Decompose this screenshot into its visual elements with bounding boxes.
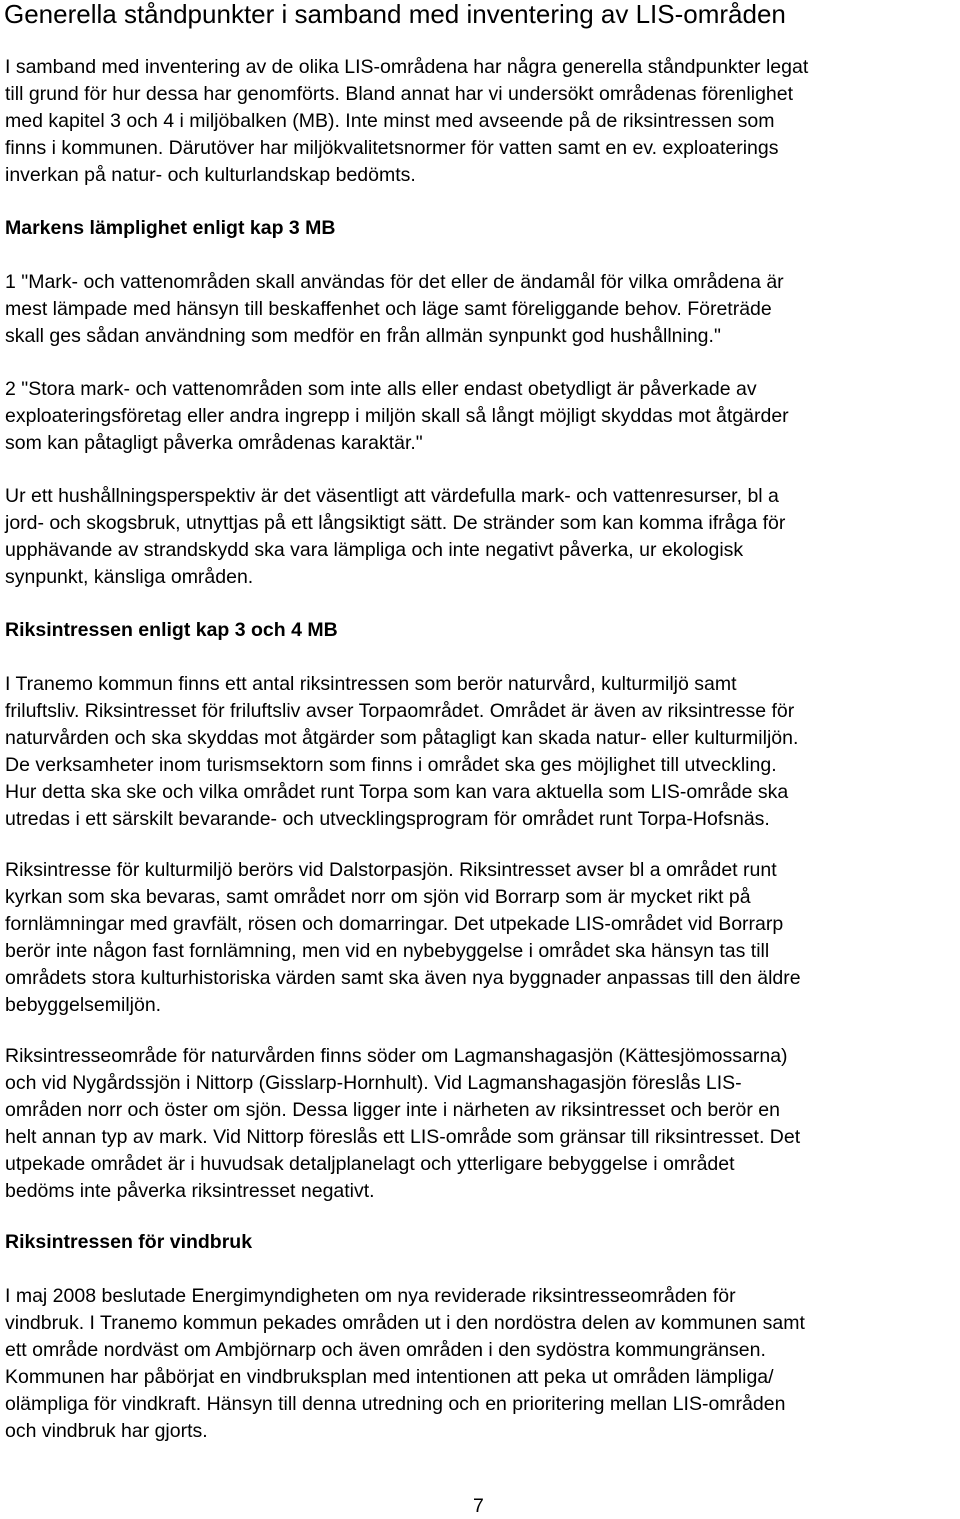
section-heading-markens-lamplighet: Markens lämplighet enligt kap 3 MB bbox=[5, 217, 336, 239]
paragraph-hushallning bbox=[5, 483, 955, 591]
text-line: skall ges sådan användning som medför en från allmän synpunkt god hushållning." bbox=[5, 325, 721, 347]
text-line: ett område nordväst om Ambjörnarp och även områden i den sydöstra kommungränsen. bbox=[5, 1339, 766, 1361]
law-number: 1 bbox=[5, 271, 16, 293]
text-line: utredas i ett särskilt bevarande- och utvecklingsprogram för området runt Torpa-Hofsnäs. bbox=[5, 808, 770, 830]
section-heading-vindbruk: Riksintressen för vindbruk bbox=[5, 1231, 253, 1253]
law-quote-2 bbox=[5, 376, 955, 457]
paragraph-riksintressen-1 bbox=[5, 671, 955, 833]
text-line: till grund för hur dessa har genomförts. Bland annat har vi undersökt områdenas förenlighet bbox=[5, 83, 794, 105]
text-line: som kan påtagligt påverka områdenas karaktär." bbox=[5, 432, 423, 454]
text-line: I maj 2008 beslutade Energimyndigheten om nya reviderade riksintresseområden för bbox=[5, 1285, 736, 1307]
text-line: olämpliga för vindkraft. Hänsyn till denna utredning och en prioritering mellan LIS-områden bbox=[5, 1393, 786, 1415]
law-text: "Mark- och vattenområden skall användas för det eller de ändamål för vilka områdena är bbox=[21, 271, 784, 293]
text-line: Riksintresseområde för naturvården finns söder om Lagmanshagasjön (Kättesjömossarna) bbox=[5, 1045, 788, 1067]
intro-paragraph bbox=[5, 54, 955, 189]
page-title: Generella ståndpunkter i samband med inventering av LIS-områden bbox=[4, 0, 786, 29]
law-number: 2 bbox=[5, 378, 16, 400]
text-line: I Tranemo kommun finns ett antal riksintressen som berör naturvård, kulturmiljö samt bbox=[5, 673, 737, 695]
text-line: kyrkan som ska bevaras, samt området norr om sjön vid Borrarp som är mycket rikt på bbox=[5, 886, 751, 908]
text-line: De verksamheter inom turismsektorn som finns i området ska ges möjlighet till utveckling. bbox=[5, 754, 777, 776]
text-line: inverkan på natur- och kulturlandskap bedömts. bbox=[5, 164, 416, 186]
text-line: Riksintresse för kulturmiljö berörs vid Dalstorpasjön. Riksintresset avser bl a området runt bbox=[5, 859, 777, 881]
text-line bbox=[5, 376, 955, 403]
text-line: I samband med inventering av de olika LIS-områdena har några generella ståndpunkter legat bbox=[5, 56, 809, 78]
text-line: jord- och skogsbruk, utnyttjas på ett långsiktigt sätt. De stränder som kan komma ifråga för bbox=[5, 512, 786, 534]
text-line: berör inte någon fast fornlämning, men vid en nybebyggelse i området ska hänsyn tas till bbox=[5, 940, 770, 962]
law-quote-1 bbox=[5, 269, 955, 350]
text-line: finns i kommunen. Därutöver har miljökvalitetsnormer för vatten samt en ev. exploaterings bbox=[5, 137, 779, 159]
text-line: exploateringsföretag eller andra ingrepp i miljön skall så långt möjligt skyddas mot åtgärder bbox=[5, 405, 789, 427]
text-line: synpunkt, känsliga områden. bbox=[5, 566, 254, 588]
text-line: och vid Nygårdssjön i Nittorp (Gisslarp-Hornhult). Vid Lagmanshagasjön föreslås LIS- bbox=[5, 1072, 742, 1094]
text-line: vindbruk. I Tranemo kommun pekades områden ut i den nordöstra delen av kommunen samt bbox=[5, 1312, 805, 1334]
text-line: och vindbruk har gjorts. bbox=[5, 1420, 208, 1442]
text-line: bebyggelsemiljön. bbox=[5, 994, 162, 1016]
text-line: med kapitel 3 och 4 i miljöbalken (MB). Inte minst med avseende på de riksintressen som bbox=[5, 110, 775, 132]
paragraph-riksintressen-3 bbox=[5, 1043, 955, 1205]
text-line: utpekade området är i huvudsak detaljplanelagt och ytterligare bebyggelse i området bbox=[5, 1153, 735, 1175]
text-line: områdets stora kulturhistoriska värden samt ska även nya byggnader anpassas till den äldre bbox=[5, 967, 801, 989]
text-line: områden norr och öster om sjön. Dessa ligger inte i närheten av riksintresset och berör en bbox=[5, 1099, 780, 1121]
law-text: "Stora mark- och vattenområden som inte alls eller endast obetydligt är påverkade av bbox=[21, 378, 757, 400]
text-line: helt annan typ av mark. Vid Nittorp föreslås ett LIS-område som gränsar till riksintresset. Det bbox=[5, 1126, 801, 1148]
paragraph-vindbruk bbox=[5, 1283, 955, 1445]
text-line: friluftsliv. Riksintresset för friluftsliv avser Torpaområdet. Området är även av riksintresse för bbox=[5, 700, 795, 722]
text-line: fornlämningar med gravfält, rösen och domarringar. Det utpekade LIS-området vid Borrarp bbox=[5, 913, 784, 935]
paragraph-riksintressen-2 bbox=[5, 857, 955, 1019]
text-line bbox=[5, 269, 955, 296]
section-heading-riksintressen: Riksintressen enligt kap 3 och 4 MB bbox=[5, 619, 338, 641]
text-line: Hur detta ska ske och vilka området runt Torpa som kan vara aktuella som LIS-område ska bbox=[5, 781, 789, 803]
text-line: upphävande av strandskydd ska vara lämpliga och inte negativt påverka, ur ekologisk bbox=[5, 539, 744, 561]
text-line: Kommunen har påbörjat en vindbruksplan med intentionen att peka ut områden lämpliga/ bbox=[5, 1366, 774, 1388]
text-line: naturvården och ska skyddas mot åtgärder som påtagligt kan skada natur- eller kulturmiljön. bbox=[5, 727, 799, 749]
text-line: mest lämpade med hänsyn till beskaffenhet och läge samt föreliggande behov. Företräde bbox=[5, 298, 772, 320]
text-line: bedöms inte påverka riksintresset negativt. bbox=[5, 1180, 375, 1202]
page-number: 7 bbox=[473, 1495, 484, 1517]
text-line: Ur ett hushållningsperspektiv är det väsentligt att värdefulla mark- och vattenresurser, bl a bbox=[5, 485, 779, 507]
